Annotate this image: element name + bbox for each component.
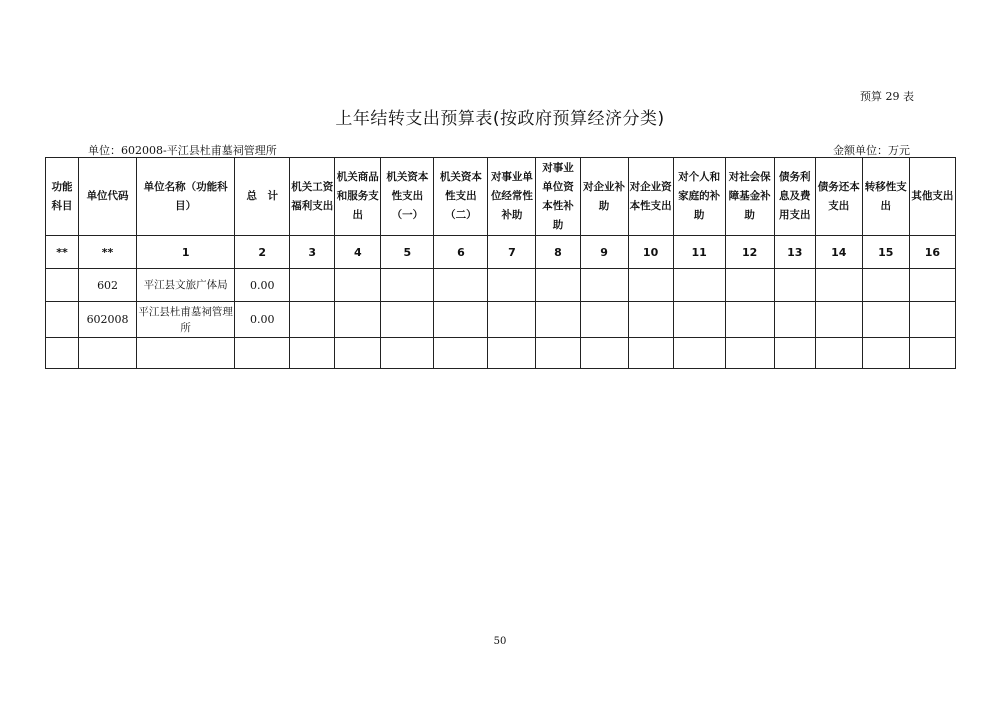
empty-cell — [628, 338, 673, 369]
empty-cell — [862, 338, 909, 369]
function-cell — [46, 302, 79, 338]
header-cell: 功能科目 — [46, 158, 79, 236]
header-cell: 机关工资福利支出 — [290, 158, 335, 236]
empty-cell — [673, 269, 725, 302]
index-cell: 14 — [815, 236, 862, 269]
empty-cell — [815, 302, 862, 338]
empty-cell — [815, 269, 862, 302]
empty-cell — [290, 302, 335, 338]
empty-cell — [381, 338, 434, 369]
empty-cell — [580, 338, 628, 369]
empty-cell — [434, 302, 488, 338]
empty-cell — [488, 302, 536, 338]
table-number: 预算 29 表 — [860, 90, 914, 103]
index-cell: ** — [46, 236, 79, 269]
empty-cell — [536, 269, 580, 302]
index-cell: 16 — [909, 236, 955, 269]
empty-cell — [909, 338, 955, 369]
empty-cell — [909, 302, 955, 338]
header-cell: 机关资本性支出（二） — [434, 158, 488, 236]
unit-code-cell: 602008 — [79, 302, 137, 338]
empty-cell — [381, 269, 434, 302]
empty-cell — [381, 302, 434, 338]
index-cell: 4 — [335, 236, 381, 269]
index-cell: 8 — [536, 236, 580, 269]
empty-cell — [434, 269, 488, 302]
empty-cell — [725, 302, 774, 338]
budget-table — [45, 157, 956, 369]
function-cell — [46, 269, 79, 302]
empty-cell — [725, 269, 774, 302]
index-cell: 6 — [434, 236, 488, 269]
unit-name-cell: 平江县杜甫墓祠管理所 — [137, 302, 235, 338]
header-cell: 债务利息及费用支出 — [774, 158, 815, 236]
empty-cell — [628, 269, 673, 302]
unit-name-cell: 平江县文旅广体局 — [137, 269, 235, 302]
empty-cell — [673, 302, 725, 338]
empty-cell — [79, 338, 137, 369]
page-number: 50 — [493, 636, 507, 647]
header-cell: 单位代码 — [79, 158, 137, 236]
total-cell: 0.00 — [235, 269, 290, 302]
index-cell: 9 — [580, 236, 628, 269]
index-cell: ** — [79, 236, 137, 269]
header-row — [46, 158, 956, 236]
header-cell: 转移性支出 — [862, 158, 909, 236]
empty-cell — [673, 338, 725, 369]
table-row — [46, 269, 956, 302]
empty-cell — [290, 269, 335, 302]
empty-cell — [774, 302, 815, 338]
total-cell: 0.00 — [235, 302, 290, 338]
empty-cell — [536, 338, 580, 369]
empty-cell — [862, 269, 909, 302]
table-row — [46, 338, 956, 369]
empty-cell — [290, 338, 335, 369]
header-cell: 机关资本性支出（一） — [381, 158, 434, 236]
header-cell: 对企业补助 — [580, 158, 628, 236]
empty-cell — [725, 338, 774, 369]
unit-label: 单位：602008-平江县杜甫墓祠管理所 — [88, 144, 277, 157]
empty-cell — [434, 338, 488, 369]
header-cell: 其他支出 — [909, 158, 955, 236]
index-cell: 12 — [725, 236, 774, 269]
empty-cell — [909, 269, 955, 302]
empty-cell — [335, 269, 381, 302]
table-row — [46, 302, 956, 338]
page-title: 上年结转支出预算表(按政府预算经济分类) — [335, 109, 665, 129]
index-cell: 10 — [628, 236, 673, 269]
empty-cell — [335, 302, 381, 338]
empty-cell — [46, 338, 79, 369]
index-cell: 7 — [488, 236, 536, 269]
index-cell: 2 — [235, 236, 290, 269]
index-cell: 1 — [137, 236, 235, 269]
amount-unit-label: 金额单位：万元 — [833, 144, 910, 157]
empty-cell — [235, 338, 290, 369]
header-cell: 总 计 — [235, 158, 290, 236]
header-cell: 机关商品和服务支出 — [335, 158, 381, 236]
empty-cell — [628, 302, 673, 338]
empty-cell — [580, 269, 628, 302]
empty-cell — [536, 302, 580, 338]
header-cell: 对个人和家庭的补助 — [673, 158, 725, 236]
header-cell: 对企业资本性支出 — [628, 158, 673, 236]
empty-cell — [488, 269, 536, 302]
index-cell: 13 — [774, 236, 815, 269]
index-row — [46, 236, 956, 269]
empty-cell — [815, 338, 862, 369]
index-cell: 11 — [673, 236, 725, 269]
index-cell: 3 — [290, 236, 335, 269]
header-cell: 对社会保障基金补助 — [725, 158, 774, 236]
header-cell: 对事业单位经常性补助 — [488, 158, 536, 236]
header-cell: 债务还本支出 — [815, 158, 862, 236]
index-cell: 5 — [381, 236, 434, 269]
empty-cell — [774, 269, 815, 302]
empty-cell — [137, 338, 235, 369]
index-cell: 15 — [862, 236, 909, 269]
empty-cell — [335, 338, 381, 369]
empty-cell — [488, 338, 536, 369]
unit-code-cell: 602 — [79, 269, 137, 302]
empty-cell — [774, 338, 815, 369]
empty-cell — [862, 302, 909, 338]
header-cell: 单位名称（功能科目） — [137, 158, 235, 236]
empty-cell — [580, 302, 628, 338]
header-cell: 对事业单位资本性补助 — [536, 158, 580, 236]
